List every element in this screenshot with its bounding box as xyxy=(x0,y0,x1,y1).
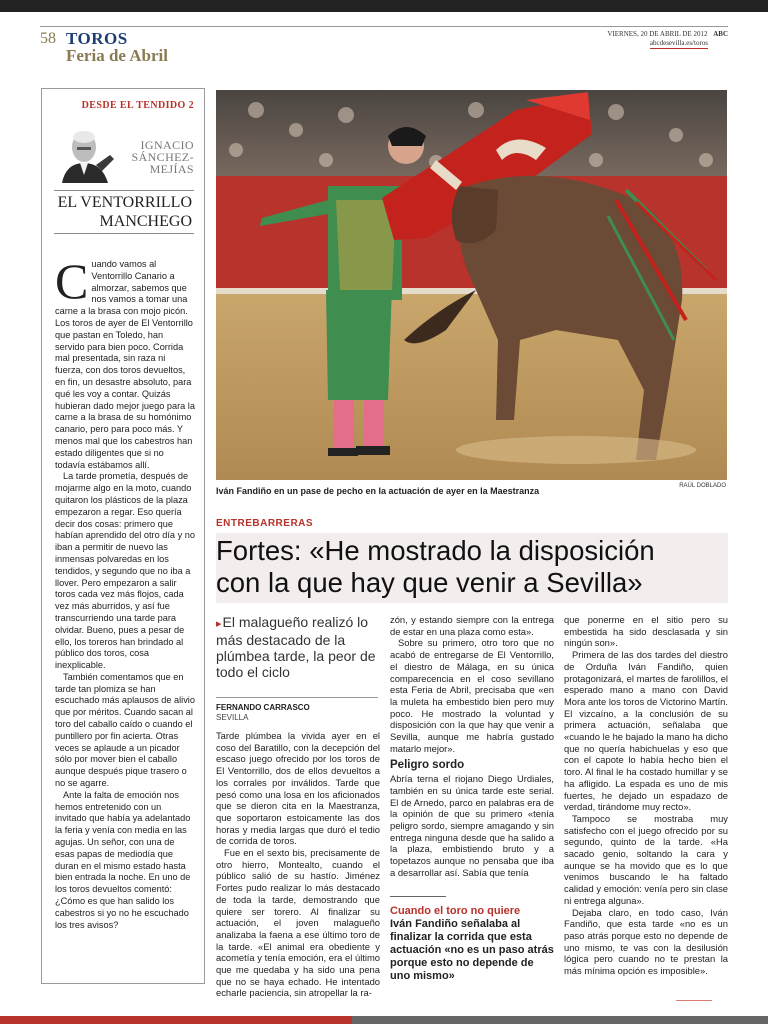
author-last-name-1: SÁNCHEZ- xyxy=(131,150,194,164)
article-paragraph: Abría terna el riojano Diego Urdiales, también en su única tarde este serial. El de Arnedo, parco en palabras era de la opinión de que su primero «tenía peligro sordo, siempre amagando y sin entrega ninguna desde que ha salido a la plaza, embistiendo bruto y a topetazos aunque no pensaba que iba a desarrollar así. Sabía que tenía xyxy=(390,773,554,878)
header-rule xyxy=(40,26,728,27)
column-paragraph-text: uando vamos al Ventorrillo Canario a almorzar, sabemos que nos vamos a tomar una carne a la brasa con mojo picón. Los toros de ayer de El Ventorrillo que pastan en Toledo, han servido para bien poco. Corrida mal presentada, sin raza ni fuerza, con dos toros devueltos, en fin, un desastre absoluto, para qué les voy a contar. Quizás hubieran dado mejor juego para la carne a la brasa de su homónimo canario, pero para poco más. Y menos mal que los cabestros han estado diligentes que si no todavía estábamos allí. xyxy=(55,259,195,470)
bullfight-photo xyxy=(216,90,727,480)
author-first-name: IGNACIO xyxy=(140,138,194,152)
author-last-name-2: MEJÍAS xyxy=(149,162,194,176)
column-author xyxy=(114,139,194,175)
lede-arrow-icon: ▸ xyxy=(216,618,222,630)
column-paragraph: También comentamos que en tarde tan plomiza se han escuchado más aplausos de alivio que por méritos. Cuando sacan al toro del caballo caído o cuando el puntillero por fin acierta. Otras veces se aplaude a un picador sólo por mover bien el caballo aunque después pique trasero o no se agarre. xyxy=(55,671,195,789)
article-paragraph: Dejaba claro, en todo caso, Iván Fandiño, que esta tarde «no es un paso atrás porque esto no depende de uno mismo, te vas con la desilusión lógica pero cuando no te prestan la más mínima opción es imposible». xyxy=(564,906,728,977)
article-lede xyxy=(216,614,376,680)
bottom-bar xyxy=(0,1016,768,1024)
article-paragraph: Sobre su primero, otro toro que no acabó de entregarse de El Ventorrillo, el diestro de Málaga, en su única comparecencia en el coso sevillano esta Feria de Abril, precisaba que «en la muleta ha embestido bien pero muy poco. He mostrado la voluntad y disposición con la que hay que venir a Sevilla, aunque me habría gustado matarlo mejor». xyxy=(390,637,554,754)
column-title xyxy=(54,190,194,234)
dateline xyxy=(607,30,728,38)
page-number: 58 xyxy=(40,30,56,47)
column-body xyxy=(55,253,195,931)
pull-quote-head: Cuando el toro no quiere xyxy=(390,905,521,917)
web-url[interactable]: abcdesevilla.es/toros xyxy=(649,39,708,47)
byline-rule xyxy=(216,697,378,698)
opinion-column xyxy=(41,88,205,984)
article-place: SEVILLA xyxy=(216,713,249,722)
column-title-line1: EL VENTORRILLO xyxy=(57,194,192,211)
column-kicker: DESDE EL TENDIDO 2 xyxy=(81,100,194,111)
article-paragraph: Tampoco se mostraba muy satisfecho con el juego ofrecido por su segundo, quinto de la tarde. «Ha sacado genio, soltando la cara y aunque se ha movido que es lo que venimos buscando le ha faltado calidad y emoción: venía pero sin clase ni entrega alguna». xyxy=(564,812,728,906)
drop-cap: C xyxy=(55,253,89,309)
author-portrait xyxy=(60,125,118,183)
article-column-1 xyxy=(216,730,380,999)
column-title-line2: MANCHEGO xyxy=(99,213,192,230)
section-title: TOROS xyxy=(66,29,128,48)
article-author: FERNANDO CARRASCO xyxy=(216,703,310,712)
top-bar xyxy=(0,0,768,12)
brand: ABC xyxy=(713,30,728,38)
pull-quote-rule xyxy=(390,896,446,897)
column-paragraph xyxy=(55,253,195,471)
article-ribbon: ENTREBARRERAS xyxy=(216,518,314,529)
pull-quote xyxy=(390,896,554,983)
bottom-bar-grey xyxy=(352,1016,768,1024)
headline-line1: Fortes: «He mostrado la disposición xyxy=(216,535,655,566)
pull-quote-body: Iván Fandiño señalaba al finalizar la corrida que esta actuación «no es un paso atrás porque esto no depende de uno mismo» xyxy=(390,918,554,982)
page-header xyxy=(40,26,728,66)
article-column-3 xyxy=(564,614,728,977)
article-headline xyxy=(216,533,728,603)
bottom-bar-red xyxy=(0,1016,352,1024)
article-column-2 xyxy=(390,614,554,878)
article-paragraph: Tarde plúmbea la vivida ayer en el coso del Baratillo, con la decepción del escaso juego ofrecido por los toros de El Ventorrillo, dos de ellos devueltos a los corrales por inválidos. Tarde que pesó como una losa en los aficionados que se dieron cita en la Maestranza, que soportaron estoicamente las dos horas y media largas que duró el tedio de corrida de toros. xyxy=(216,730,380,847)
article-paragraph: zón, y estando siempre con la entrega de estar en una plaza como esta». xyxy=(390,614,554,637)
article-paragraph: Primera de las dos tardes del diestro de Orduña Iván Fandiño, quien protagonizará, el martes de farolillos, el esperado mano a mano con David Mora ante los toros de Victorino Martín. El vizcaíno, a la conclusión de su primera actuación, señalaba que «cuando le he bajado la mano ha dicho que no quería habichuelas y eso que con el capote lo había hecho bien el toro. Al final le ha costado humillar y se ha afligido. La espada es uno de mis fuertes, he dejado un espadazo de verdad, tirándome muy recto». xyxy=(564,649,728,813)
column-paragraph: La tarde prometía, después de mojarme algo en la moto, cuando quitaron los plásticos de la plaza empezaron a regar. Eso quería decir dos cosas: primero que habían aprendido del otro día y no iban a permitir de nuevo las inmensas polvaredas en los tendidos, y segundo que no iba a llover. Pero empezaron a salir toros cada vez más flojos, cada vez más aburridos, y así fue transcurriendo una tarde para olvidar. Bueno, pues a pesar de ello, los toreros han brindado al público dos toros, cosa inexplicable. xyxy=(55,471,195,671)
headline-line2: con la que hay que venir a Sevilla» xyxy=(216,567,643,598)
column-paragraph: Ante la falta de emoción nos hemos entretenido con un invitado que había ya adelantado la feria y venía con media en las agujas. Un señor, con una de esas papas de mediodía que duran en el mismo estado hasta bien entrada la noche. En uno de los toros devueltos comentó: ¿Cómo es que han salido los cabestros si yo no he escuchado los tres avisos? xyxy=(55,789,191,930)
date: VIERNES, 20 DE ABRIL DE 2012 xyxy=(607,30,708,38)
end-mark xyxy=(676,1000,712,1001)
subsection-title: Feria de Abril xyxy=(66,46,168,65)
photo-credit: RAÚL DOBLADO xyxy=(679,483,726,489)
article-paragraph: que ponerme en el sitio pero su embestida ha sido desclasada y sin ningún son». xyxy=(564,614,728,649)
article-paragraph: Fue en el sexto bis, precisamente de otro hierro, Montealto, cuando el público salió de su hastío. Jiménez Fortes pudo realizar lo más destacado de toda la tarde, demostrando que quiere ser torero. Al finalizar su actuación, el joven malagueño analizaba la faena a ese último toro de la tarde. «El animal era obediente y acometía y tenía emoción, era el último que me quedaba y ha sido una pena que no se haya echado. He intentado echarle paciencia, sin atropellar la ra- xyxy=(216,847,380,999)
article-subhead: Peligro sordo xyxy=(390,759,465,772)
lede-text: El malagueño realizó lo más destacado de la plúmbea tarde, la peor de todo el ciclo xyxy=(216,614,376,680)
photo-caption: Iván Fandiño en un pase de pecho en la actuación de ayer en la Maestranza xyxy=(216,486,540,496)
